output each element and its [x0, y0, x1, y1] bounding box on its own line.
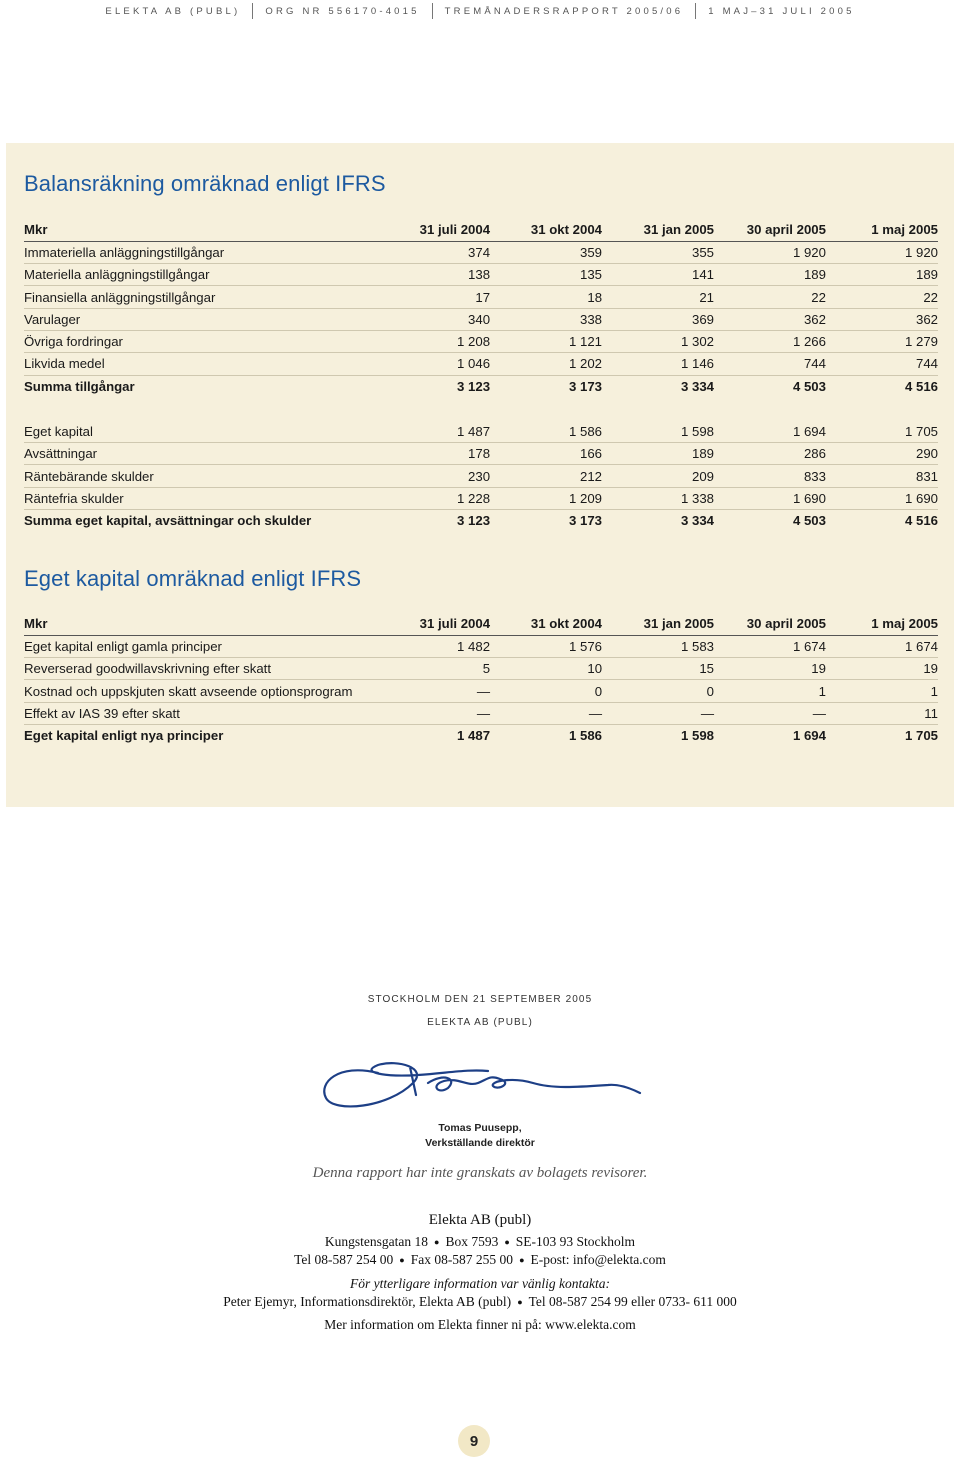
cell-value: 1 266	[714, 330, 826, 352]
footer-company: Elekta AB (publ)	[428, 1212, 532, 1228]
cell-value: 3 334	[602, 375, 714, 397]
row-label: Varulager	[24, 308, 407, 330]
row-label: Summa eget kapital, avsättningar och skulder	[24, 510, 407, 532]
more-info-contact: Peter Ejemyr, Informationsdirektör, Elekta AB (publ) ● Tel 08-587 254 99 eller 0733- 611 000	[223, 1294, 737, 1309]
cell-value: 1 046	[407, 353, 490, 375]
cell-value: 831	[826, 465, 938, 487]
row-label: Mkr	[24, 219, 407, 241]
cell-value: 31 jan 2005	[602, 219, 714, 241]
cell-value: 1 598	[602, 420, 714, 442]
cell-value: 30 april 2005	[714, 219, 826, 241]
bullet-icon: ●	[517, 1297, 523, 1307]
cell-value: 178	[407, 443, 490, 465]
bullet-icon: ●	[519, 1255, 525, 1265]
signature-place-date: STOCKHOLM DEN 21 SEPTEMBER 2005	[367, 994, 593, 1005]
cell-value: 1 302	[602, 330, 714, 352]
cell-value: 1 586	[490, 724, 602, 746]
cell-value: 138	[407, 264, 490, 286]
cell-value: 141	[602, 264, 714, 286]
row-label: Övriga fordringar	[24, 330, 407, 352]
web-link[interactable]: Mer information om Elekta finner ni på: www.elekta.com	[324, 1317, 636, 1332]
cell-value: 1 487	[407, 420, 490, 442]
cell-value: 1 705	[826, 420, 938, 442]
cell-value: 833	[714, 465, 826, 487]
bullet-icon: ●	[434, 1237, 440, 1247]
cell-value: 212	[490, 465, 602, 487]
cell-value: 15	[602, 658, 714, 680]
row-label: Effekt av IAS 39 efter skatt	[24, 702, 407, 724]
cell-value: 362	[714, 308, 826, 330]
cell-value: 135	[490, 264, 602, 286]
web-info	[0, 1317, 960, 1333]
cell-value: 1 202	[490, 353, 602, 375]
cell-value: 31 juli 2004	[407, 613, 490, 635]
cell-value: 21	[602, 286, 714, 308]
cell-value: 1 690	[714, 487, 826, 509]
table-row	[24, 264, 938, 286]
row-label: Mkr	[24, 613, 407, 635]
cell-value: 5	[407, 658, 490, 680]
table-row	[24, 635, 938, 657]
cell-value: 230	[407, 465, 490, 487]
cell-value: 1 694	[714, 420, 826, 442]
cell-value: 1	[714, 680, 826, 702]
cell-value: 4 516	[826, 510, 938, 532]
cell-value: 3 123	[407, 375, 490, 397]
cell-value: —	[490, 702, 602, 724]
more-info-intro: För ytterligare information var vänlig kontakta:	[349, 1276, 611, 1291]
cell-value: 30 april 2005	[714, 613, 826, 635]
cell-value: 1 121	[490, 330, 602, 352]
row-label: Kostnad och uppskjuten skatt avseende optionsprogram	[24, 680, 407, 702]
cell-value: —	[714, 702, 826, 724]
row-label: Avsättningar	[24, 443, 407, 465]
balance-sheet-table	[24, 219, 938, 532]
cell-value: 1 705	[826, 724, 938, 746]
cell-value: 31 juli 2004	[407, 219, 490, 241]
equity-table	[24, 613, 938, 747]
spacer-row	[24, 397, 938, 420]
cell-value: 4 503	[714, 510, 826, 532]
cell-value: 166	[490, 443, 602, 465]
cell-value: 31 okt 2004	[490, 219, 602, 241]
cell-value: 0	[602, 680, 714, 702]
table-row	[24, 353, 938, 375]
row-label: Likvida medel	[24, 353, 407, 375]
total-row	[24, 510, 938, 532]
cell-value: 189	[826, 264, 938, 286]
cell-value: 10	[490, 658, 602, 680]
cell-value: 3 173	[490, 510, 602, 532]
table-header-row	[24, 613, 938, 635]
cell-value: 1 208	[407, 330, 490, 352]
cell-value: 19	[714, 658, 826, 680]
total-row	[24, 375, 938, 397]
row-label: Reverserad goodwillavskrivning efter skatt	[24, 658, 407, 680]
table-row	[24, 286, 938, 308]
cell-value: 1 487	[407, 724, 490, 746]
table-row	[24, 443, 938, 465]
cell-value: 1 598	[602, 724, 714, 746]
signature-company: ELEKTA AB (PUBL)	[427, 1017, 533, 1028]
cell-value: 1 576	[490, 635, 602, 657]
cell-value: 31 jan 2005	[602, 613, 714, 635]
table-row	[24, 420, 938, 442]
cell-value: 189	[602, 443, 714, 465]
cell-value: 18	[490, 286, 602, 308]
cell-value: 3 123	[407, 510, 490, 532]
cell-value: 1 690	[826, 487, 938, 509]
page-number: 9	[458, 1425, 490, 1457]
cell-value: 209	[602, 465, 714, 487]
header-org-nr: ORG NR 556170-4015	[265, 5, 420, 17]
audit-note: Denna rapport har inte granskats av bolagets revisorer.	[312, 1165, 648, 1181]
table-row	[24, 487, 938, 509]
cell-value: 1 209	[490, 487, 602, 509]
cell-value: 744	[826, 353, 938, 375]
row-label: Finansiella anläggningstillgångar	[24, 286, 407, 308]
cell-value: 1 146	[602, 353, 714, 375]
row-label: Eget kapital enligt gamla principer	[24, 635, 407, 657]
total-row	[24, 724, 938, 746]
cell-value: —	[407, 702, 490, 724]
cell-value: 1 482	[407, 635, 490, 657]
cell-value: 31 okt 2004	[490, 613, 602, 635]
cell-value: —	[407, 680, 490, 702]
running-header	[0, 3, 960, 19]
cell-value: 286	[714, 443, 826, 465]
cell-value: 362	[826, 308, 938, 330]
table-row	[24, 465, 938, 487]
cell-value: 4 503	[714, 375, 826, 397]
header-period: 1 MAJ–31 JULI 2005	[708, 5, 855, 17]
cell-value: 290	[826, 443, 938, 465]
cell-value: 1 maj 2005	[826, 219, 938, 241]
balance-title: Balansräkning omräknad enligt IFRS	[24, 171, 386, 196]
cell-value: 369	[602, 308, 714, 330]
cell-value: 1 920	[714, 241, 826, 263]
cell-value: 1 674	[826, 635, 938, 657]
table-row	[24, 702, 938, 724]
table-row	[24, 241, 938, 263]
cell-value: 189	[714, 264, 826, 286]
cell-value: 1 228	[407, 487, 490, 509]
bullet-icon: ●	[399, 1255, 405, 1265]
cell-value: 1	[826, 680, 938, 702]
footer-address: Kungstensgatan 18 ● Box 7593 ● SE-103 93 Stockholm	[324, 1234, 636, 1249]
cell-value: 374	[407, 241, 490, 263]
cell-value: 17	[407, 286, 490, 308]
signer-role: Verkställande direktör	[425, 1137, 535, 1149]
cell-value: 3 334	[602, 510, 714, 532]
handwritten-signature	[318, 1053, 648, 1115]
cell-value: 340	[407, 308, 490, 330]
table-row	[24, 680, 938, 702]
row-label: Immateriella anläggningstillgångar	[24, 241, 407, 263]
email-link[interactable]: E-post: info@elekta.com	[530, 1252, 666, 1267]
table-row	[24, 308, 938, 330]
cell-value: 1 583	[602, 635, 714, 657]
cell-value: —	[602, 702, 714, 724]
header-report: TREMÅNADERSRAPPORT 2005/06	[444, 5, 684, 17]
cell-value: 4 516	[826, 375, 938, 397]
cell-value: 1 maj 2005	[826, 613, 938, 635]
row-label: Räntebärande skulder	[24, 465, 407, 487]
row-label: Summa tillgångar	[24, 375, 407, 397]
row-label: Materiella anläggningstillgångar	[24, 264, 407, 286]
cell-value: 355	[602, 241, 714, 263]
footer-contact: Tel 08-587 254 00 ● Fax 08-587 255 00 ● E-post: info@elekta.com	[294, 1252, 666, 1267]
row-label: Eget kapital enligt nya principer	[24, 724, 407, 746]
cell-value: 1 694	[714, 724, 826, 746]
signer-name: Tomas Puusepp,	[438, 1122, 522, 1134]
cell-value: 22	[714, 286, 826, 308]
equity-title: Eget kapital omräknad enligt IFRS	[24, 566, 362, 591]
cell-value: 22	[826, 286, 938, 308]
bullet-icon: ●	[504, 1237, 510, 1247]
cell-value: 1 279	[826, 330, 938, 352]
cell-value: 11	[826, 702, 938, 724]
table-row	[24, 330, 938, 352]
table-header-row	[24, 219, 938, 241]
row-label: Räntefria skulder	[24, 487, 407, 509]
table-row	[24, 658, 938, 680]
cell-value: 1 920	[826, 241, 938, 263]
row-label: Eget kapital	[24, 420, 407, 442]
cell-value: 1 586	[490, 420, 602, 442]
cell-value: 19	[826, 658, 938, 680]
cell-value: 0	[490, 680, 602, 702]
cell-value: 1 674	[714, 635, 826, 657]
header-company: ELEKTA AB (PUBL)	[105, 5, 241, 17]
cell-value: 744	[714, 353, 826, 375]
cell-value: 3 173	[490, 375, 602, 397]
cell-value: 359	[490, 241, 602, 263]
cell-value: 1 338	[602, 487, 714, 509]
cell-value: 338	[490, 308, 602, 330]
